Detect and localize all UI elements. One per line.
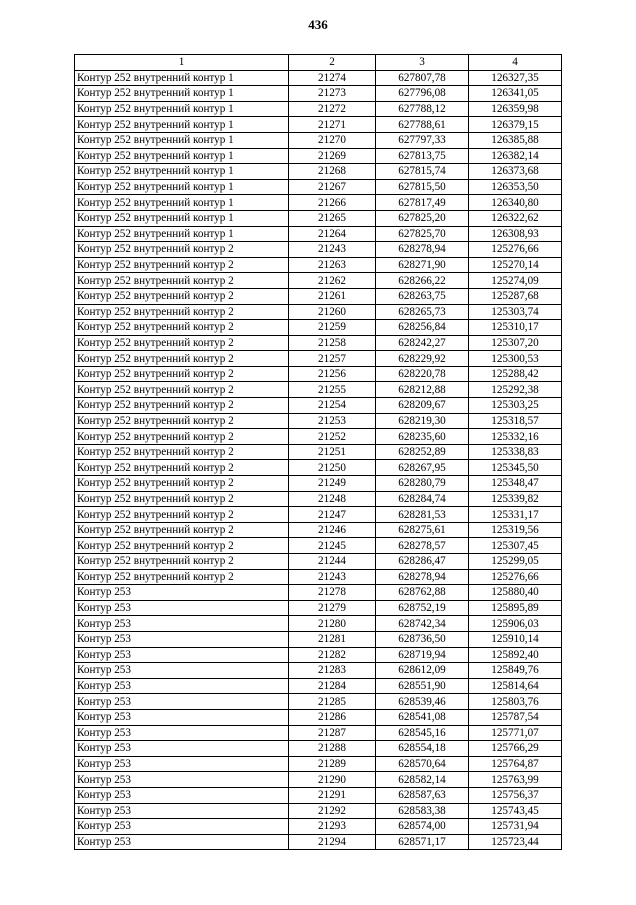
point-number-cell: 21274 bbox=[289, 70, 376, 86]
x-coordinate-cell: 628762,88 bbox=[376, 585, 469, 601]
table-row bbox=[75, 86, 562, 102]
table-row bbox=[75, 787, 562, 803]
point-number-cell: 21273 bbox=[289, 86, 376, 102]
table-row bbox=[75, 164, 562, 180]
table-row bbox=[75, 132, 562, 148]
contour-name-cell: Контур 253 bbox=[75, 600, 289, 616]
contour-name-cell: Контур 252 внутренний контур 2 bbox=[75, 257, 289, 273]
x-coordinate-cell: 627797,33 bbox=[376, 132, 469, 148]
x-coordinate-cell: 627796,08 bbox=[376, 86, 469, 102]
contour-name-cell: Контур 252 внутренний контур 2 bbox=[75, 273, 289, 289]
y-coordinate-cell: 126322,62 bbox=[469, 210, 562, 226]
table-row bbox=[75, 304, 562, 320]
contour-name-cell: Контур 252 внутренний контур 1 bbox=[75, 210, 289, 226]
point-number-cell: 21269 bbox=[289, 148, 376, 164]
x-coordinate-cell: 628587,63 bbox=[376, 787, 469, 803]
point-number-cell: 21267 bbox=[289, 179, 376, 195]
contour-name-cell: Контур 252 внутренний контур 1 bbox=[75, 195, 289, 211]
point-number-cell: 21247 bbox=[289, 507, 376, 523]
point-number-cell: 21266 bbox=[289, 195, 376, 211]
x-coordinate-cell: 628265,73 bbox=[376, 304, 469, 320]
y-coordinate-cell: 126385,88 bbox=[469, 132, 562, 148]
point-number-cell: 21278 bbox=[289, 585, 376, 601]
y-coordinate-cell: 125892,40 bbox=[469, 647, 562, 663]
point-number-cell: 21270 bbox=[289, 132, 376, 148]
table-row bbox=[75, 585, 562, 601]
y-coordinate-cell: 125270,14 bbox=[469, 257, 562, 273]
x-coordinate-cell: 628554,18 bbox=[376, 741, 469, 757]
x-coordinate-cell: 628219,30 bbox=[376, 413, 469, 429]
point-number-cell: 21294 bbox=[289, 834, 376, 850]
contour-name-cell: Контур 252 внутренний контур 2 bbox=[75, 335, 289, 351]
table-row bbox=[75, 257, 562, 273]
x-coordinate-cell: 628271,90 bbox=[376, 257, 469, 273]
y-coordinate-cell: 125756,37 bbox=[469, 787, 562, 803]
table-row bbox=[75, 663, 562, 679]
point-number-cell: 21257 bbox=[289, 351, 376, 367]
point-number-cell: 21285 bbox=[289, 694, 376, 710]
contour-name-cell: Контур 252 внутренний контур 1 bbox=[75, 226, 289, 242]
y-coordinate-cell: 125288,42 bbox=[469, 366, 562, 382]
x-coordinate-cell: 628583,38 bbox=[376, 803, 469, 819]
y-coordinate-cell: 126341,05 bbox=[469, 86, 562, 102]
table-row bbox=[75, 117, 562, 133]
table-row bbox=[75, 600, 562, 616]
point-number-cell: 21246 bbox=[289, 522, 376, 538]
column-header-2: 2 bbox=[289, 55, 376, 71]
x-coordinate-cell: 628541,08 bbox=[376, 709, 469, 725]
point-number-cell: 21252 bbox=[289, 429, 376, 445]
point-number-cell: 21286 bbox=[289, 709, 376, 725]
table-row bbox=[75, 273, 562, 289]
contour-name-cell: Контур 252 внутренний контур 2 bbox=[75, 366, 289, 382]
x-coordinate-cell: 628266,22 bbox=[376, 273, 469, 289]
x-coordinate-cell: 628235,60 bbox=[376, 429, 469, 445]
y-coordinate-cell: 125307,20 bbox=[469, 335, 562, 351]
y-coordinate-cell: 126353,50 bbox=[469, 179, 562, 195]
contour-name-cell: Контур 253 bbox=[75, 834, 289, 850]
y-coordinate-cell: 126382,14 bbox=[469, 148, 562, 164]
contour-name-cell: Контур 252 внутренний контур 1 bbox=[75, 86, 289, 102]
contour-name-cell: Контур 253 bbox=[75, 663, 289, 679]
table-row bbox=[75, 288, 562, 304]
contour-name-cell: Контур 253 bbox=[75, 694, 289, 710]
y-coordinate-cell: 126359,98 bbox=[469, 101, 562, 117]
contour-name-cell: Контур 253 bbox=[75, 709, 289, 725]
y-coordinate-cell: 125332,16 bbox=[469, 429, 562, 445]
point-number-cell: 21258 bbox=[289, 335, 376, 351]
x-coordinate-cell: 628220,78 bbox=[376, 366, 469, 382]
point-number-cell: 21259 bbox=[289, 320, 376, 336]
y-coordinate-cell: 125910,14 bbox=[469, 631, 562, 647]
x-coordinate-cell: 628242,27 bbox=[376, 335, 469, 351]
contour-name-cell: Контур 252 внутренний контур 2 bbox=[75, 444, 289, 460]
x-coordinate-cell: 628267,95 bbox=[376, 460, 469, 476]
point-number-cell: 21255 bbox=[289, 382, 376, 398]
table-row bbox=[75, 70, 562, 86]
y-coordinate-cell: 125307,45 bbox=[469, 538, 562, 554]
x-coordinate-cell: 627825,70 bbox=[376, 226, 469, 242]
point-number-cell: 21249 bbox=[289, 476, 376, 492]
y-coordinate-cell: 125276,66 bbox=[469, 569, 562, 585]
x-coordinate-cell: 628571,17 bbox=[376, 834, 469, 850]
contour-name-cell: Контур 252 внутренний контур 2 bbox=[75, 288, 289, 304]
contour-name-cell: Контур 252 внутренний контур 2 bbox=[75, 491, 289, 507]
table-row bbox=[75, 694, 562, 710]
x-coordinate-cell: 628281,53 bbox=[376, 507, 469, 523]
contour-name-cell: Контур 252 внутренний контур 1 bbox=[75, 179, 289, 195]
point-number-cell: 21263 bbox=[289, 257, 376, 273]
point-number-cell: 21272 bbox=[289, 101, 376, 117]
point-number-cell: 21292 bbox=[289, 803, 376, 819]
point-number-cell: 21290 bbox=[289, 772, 376, 788]
x-coordinate-cell: 628278,57 bbox=[376, 538, 469, 554]
x-coordinate-cell: 628252,89 bbox=[376, 444, 469, 460]
contour-name-cell: Контур 253 bbox=[75, 819, 289, 835]
point-number-cell: 21253 bbox=[289, 413, 376, 429]
contour-name-cell: Контур 252 внутренний контур 2 bbox=[75, 522, 289, 538]
table-row bbox=[75, 242, 562, 258]
table-row bbox=[75, 179, 562, 195]
contour-name-cell: Контур 253 bbox=[75, 787, 289, 803]
y-coordinate-cell: 125319,56 bbox=[469, 522, 562, 538]
contour-name-cell: Контур 252 внутренний контур 2 bbox=[75, 242, 289, 258]
point-number-cell: 21243 bbox=[289, 569, 376, 585]
x-coordinate-cell: 628570,64 bbox=[376, 756, 469, 772]
x-coordinate-cell: 628582,14 bbox=[376, 772, 469, 788]
x-coordinate-cell: 627813,75 bbox=[376, 148, 469, 164]
y-coordinate-cell: 125292,38 bbox=[469, 382, 562, 398]
y-coordinate-cell: 125303,25 bbox=[469, 398, 562, 414]
column-header-4: 4 bbox=[469, 55, 562, 71]
point-number-cell: 21268 bbox=[289, 164, 376, 180]
point-number-cell: 21250 bbox=[289, 460, 376, 476]
y-coordinate-cell: 125731,94 bbox=[469, 819, 562, 835]
y-coordinate-cell: 125814,64 bbox=[469, 678, 562, 694]
table-row bbox=[75, 366, 562, 382]
table-row bbox=[75, 101, 562, 117]
table-row bbox=[75, 569, 562, 585]
point-number-cell: 21281 bbox=[289, 631, 376, 647]
table-row bbox=[75, 803, 562, 819]
table-row bbox=[75, 678, 562, 694]
y-coordinate-cell: 125743,45 bbox=[469, 803, 562, 819]
table-row bbox=[75, 413, 562, 429]
table-row bbox=[75, 382, 562, 398]
table-body bbox=[75, 70, 562, 850]
point-number-cell: 21289 bbox=[289, 756, 376, 772]
table-row bbox=[75, 210, 562, 226]
point-number-cell: 21287 bbox=[289, 725, 376, 741]
x-coordinate-cell: 627825,20 bbox=[376, 210, 469, 226]
contour-name-cell: Контур 252 внутренний контур 1 bbox=[75, 70, 289, 86]
point-number-cell: 21262 bbox=[289, 273, 376, 289]
x-coordinate-cell: 628212,88 bbox=[376, 382, 469, 398]
point-number-cell: 21283 bbox=[289, 663, 376, 679]
y-coordinate-cell: 125723,44 bbox=[469, 834, 562, 850]
contour-name-cell: Контур 253 bbox=[75, 585, 289, 601]
x-coordinate-cell: 628545,16 bbox=[376, 725, 469, 741]
point-number-cell: 21293 bbox=[289, 819, 376, 835]
y-coordinate-cell: 125849,76 bbox=[469, 663, 562, 679]
contour-name-cell: Контур 252 внутренний контур 2 bbox=[75, 413, 289, 429]
contour-name-cell: Контур 252 внутренний контур 2 bbox=[75, 538, 289, 554]
point-number-cell: 21251 bbox=[289, 444, 376, 460]
contour-name-cell: Контур 252 внутренний контур 1 bbox=[75, 148, 289, 164]
table-row bbox=[75, 429, 562, 445]
y-coordinate-cell: 125787,54 bbox=[469, 709, 562, 725]
y-coordinate-cell: 126379,15 bbox=[469, 117, 562, 133]
contour-name-cell: Контур 252 внутренний контур 1 bbox=[75, 132, 289, 148]
y-coordinate-cell: 125348,47 bbox=[469, 476, 562, 492]
contour-name-cell: Контур 252 внутренний контур 2 bbox=[75, 476, 289, 492]
x-coordinate-cell: 628263,75 bbox=[376, 288, 469, 304]
x-coordinate-cell: 628275,61 bbox=[376, 522, 469, 538]
point-number-cell: 21284 bbox=[289, 678, 376, 694]
x-coordinate-cell: 628229,92 bbox=[376, 351, 469, 367]
point-number-cell: 21245 bbox=[289, 538, 376, 554]
contour-name-cell: Контур 252 внутренний контур 2 bbox=[75, 554, 289, 570]
x-coordinate-cell: 628719,94 bbox=[376, 647, 469, 663]
point-number-cell: 21279 bbox=[289, 600, 376, 616]
point-number-cell: 21254 bbox=[289, 398, 376, 414]
y-coordinate-cell: 125300,53 bbox=[469, 351, 562, 367]
contour-name-cell: Контур 253 bbox=[75, 631, 289, 647]
table-row bbox=[75, 834, 562, 850]
table-row bbox=[75, 554, 562, 570]
table-row bbox=[75, 148, 562, 164]
x-coordinate-cell: 627788,61 bbox=[376, 117, 469, 133]
y-coordinate-cell: 126327,35 bbox=[469, 70, 562, 86]
column-header-1: 1 bbox=[75, 55, 289, 71]
table-row bbox=[75, 522, 562, 538]
y-coordinate-cell: 125303,74 bbox=[469, 304, 562, 320]
coordinates-table bbox=[74, 54, 562, 850]
x-coordinate-cell: 628278,94 bbox=[376, 569, 469, 585]
contour-name-cell: Контур 252 внутренний контур 2 bbox=[75, 382, 289, 398]
x-coordinate-cell: 628574,00 bbox=[376, 819, 469, 835]
y-coordinate-cell: 125345,50 bbox=[469, 460, 562, 476]
point-number-cell: 21265 bbox=[289, 210, 376, 226]
x-coordinate-cell: 627817,49 bbox=[376, 195, 469, 211]
contour-name-cell: Контур 252 внутренний контур 2 bbox=[75, 398, 289, 414]
point-number-cell: 21264 bbox=[289, 226, 376, 242]
table-row bbox=[75, 398, 562, 414]
contour-name-cell: Контур 253 bbox=[75, 803, 289, 819]
y-coordinate-cell: 125339,82 bbox=[469, 491, 562, 507]
table-row bbox=[75, 741, 562, 757]
table-row bbox=[75, 335, 562, 351]
contour-name-cell: Контур 252 внутренний контур 2 bbox=[75, 304, 289, 320]
contour-name-cell: Контур 253 bbox=[75, 741, 289, 757]
x-coordinate-cell: 627815,50 bbox=[376, 179, 469, 195]
table-row bbox=[75, 476, 562, 492]
contour-name-cell: Контур 252 внутренний контур 2 bbox=[75, 320, 289, 336]
table-row bbox=[75, 320, 562, 336]
y-coordinate-cell: 126308,93 bbox=[469, 226, 562, 242]
contour-name-cell: Контур 253 bbox=[75, 725, 289, 741]
table-row bbox=[75, 538, 562, 554]
x-coordinate-cell: 628742,34 bbox=[376, 616, 469, 632]
point-number-cell: 21280 bbox=[289, 616, 376, 632]
contour-name-cell: Контур 253 bbox=[75, 756, 289, 772]
y-coordinate-cell: 125287,68 bbox=[469, 288, 562, 304]
x-coordinate-cell: 628256,84 bbox=[376, 320, 469, 336]
table-header-row bbox=[75, 55, 562, 71]
point-number-cell: 21291 bbox=[289, 787, 376, 803]
y-coordinate-cell: 125771,07 bbox=[469, 725, 562, 741]
contour-name-cell: Контур 252 внутренний контур 1 bbox=[75, 117, 289, 133]
point-number-cell: 21243 bbox=[289, 242, 376, 258]
contour-name-cell: Контур 252 внутренний контур 2 bbox=[75, 429, 289, 445]
table-row bbox=[75, 460, 562, 476]
contour-name-cell: Контур 252 внутренний контур 1 bbox=[75, 164, 289, 180]
y-coordinate-cell: 126340,80 bbox=[469, 195, 562, 211]
table-row bbox=[75, 725, 562, 741]
x-coordinate-cell: 628286,47 bbox=[376, 554, 469, 570]
contour-name-cell: Контур 252 внутренний контур 2 bbox=[75, 460, 289, 476]
table-row bbox=[75, 351, 562, 367]
y-coordinate-cell: 125331,17 bbox=[469, 507, 562, 523]
y-coordinate-cell: 125318,57 bbox=[469, 413, 562, 429]
point-number-cell: 21244 bbox=[289, 554, 376, 570]
x-coordinate-cell: 628284,74 bbox=[376, 491, 469, 507]
point-number-cell: 21248 bbox=[289, 491, 376, 507]
contour-name-cell: Контур 253 bbox=[75, 678, 289, 694]
point-number-cell: 21260 bbox=[289, 304, 376, 320]
point-number-cell: 21282 bbox=[289, 647, 376, 663]
y-coordinate-cell: 125906,03 bbox=[469, 616, 562, 632]
x-coordinate-cell: 628752,19 bbox=[376, 600, 469, 616]
y-coordinate-cell: 125895,89 bbox=[469, 600, 562, 616]
contour-name-cell: Контур 253 bbox=[75, 616, 289, 632]
x-coordinate-cell: 627788,12 bbox=[376, 101, 469, 117]
y-coordinate-cell: 126373,68 bbox=[469, 164, 562, 180]
contour-name-cell: Контур 253 bbox=[75, 647, 289, 663]
point-number-cell: 21256 bbox=[289, 366, 376, 382]
x-coordinate-cell: 628551,90 bbox=[376, 678, 469, 694]
x-coordinate-cell: 627815,74 bbox=[376, 164, 469, 180]
table-row bbox=[75, 709, 562, 725]
table-row bbox=[75, 444, 562, 460]
x-coordinate-cell: 628612,09 bbox=[376, 663, 469, 679]
table-row bbox=[75, 491, 562, 507]
y-coordinate-cell: 125274,09 bbox=[469, 273, 562, 289]
y-coordinate-cell: 125880,40 bbox=[469, 585, 562, 601]
point-number-cell: 21271 bbox=[289, 117, 376, 133]
y-coordinate-cell: 125299,05 bbox=[469, 554, 562, 570]
x-coordinate-cell: 628209,67 bbox=[376, 398, 469, 414]
table-row bbox=[75, 647, 562, 663]
point-number-cell: 21261 bbox=[289, 288, 376, 304]
column-header-3: 3 bbox=[376, 55, 469, 71]
table-row bbox=[75, 226, 562, 242]
x-coordinate-cell: 627807,78 bbox=[376, 70, 469, 86]
table-row bbox=[75, 819, 562, 835]
page-number: 436 bbox=[308, 17, 328, 32]
contour-name-cell: Контур 252 внутренний контур 2 bbox=[75, 507, 289, 523]
table-row bbox=[75, 616, 562, 632]
y-coordinate-cell: 125310,17 bbox=[469, 320, 562, 336]
contour-name-cell: Контур 252 внутренний контур 1 bbox=[75, 101, 289, 117]
y-coordinate-cell: 125276,66 bbox=[469, 242, 562, 258]
table-row bbox=[75, 756, 562, 772]
y-coordinate-cell: 125338,83 bbox=[469, 444, 562, 460]
table-row bbox=[75, 195, 562, 211]
y-coordinate-cell: 125764,87 bbox=[469, 756, 562, 772]
x-coordinate-cell: 628280,79 bbox=[376, 476, 469, 492]
contour-name-cell: Контур 252 внутренний контур 2 bbox=[75, 569, 289, 585]
table-row bbox=[75, 507, 562, 523]
y-coordinate-cell: 125803,76 bbox=[469, 694, 562, 710]
y-coordinate-cell: 125766,29 bbox=[469, 741, 562, 757]
contour-name-cell: Контур 252 внутренний контур 2 bbox=[75, 351, 289, 367]
contour-name-cell: Контур 253 bbox=[75, 772, 289, 788]
point-number-cell: 21288 bbox=[289, 741, 376, 757]
x-coordinate-cell: 628736,50 bbox=[376, 631, 469, 647]
y-coordinate-cell: 125763,99 bbox=[469, 772, 562, 788]
table-row bbox=[75, 772, 562, 788]
x-coordinate-cell: 628539,46 bbox=[376, 694, 469, 710]
table-row bbox=[75, 631, 562, 647]
x-coordinate-cell: 628278,94 bbox=[376, 242, 469, 258]
